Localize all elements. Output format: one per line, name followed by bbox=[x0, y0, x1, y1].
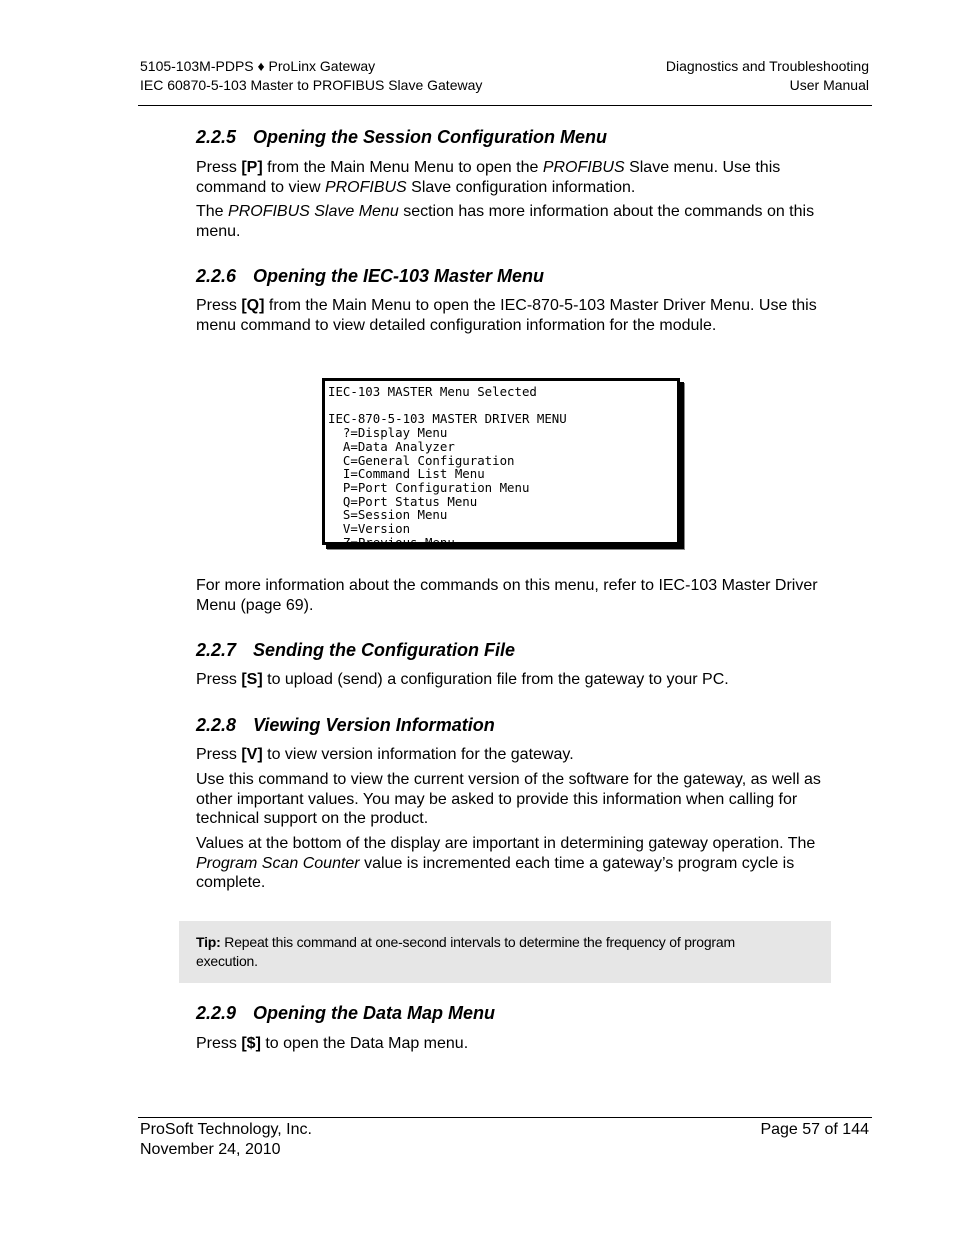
footer-right bbox=[760, 1120, 869, 1140]
tip-text: Repeat this command at one-second intervals to determine the frequency of program execution. bbox=[196, 934, 735, 969]
terminal-line: Q=Port Status Menu bbox=[328, 493, 478, 509]
terminal-screenshot bbox=[322, 378, 680, 550]
paragraph: Press [P] from the Main Menu Menu to open the PROFIBUS Slave menu. Use this command to view PROFIBUS Slave configuration information. bbox=[196, 159, 781, 196]
chapter-title: Diagnostics and Troubleshooting bbox=[665, 58, 869, 74]
header-divider bbox=[138, 105, 872, 106]
terminal-line: Z=Previous Menu bbox=[328, 534, 455, 550]
terminal-line: C=General Configuration bbox=[328, 452, 515, 468]
section-heading: 2.2.9 Opening the Data Map Menu bbox=[196, 1003, 496, 1023]
section-2-2-7 bbox=[196, 639, 826, 661]
terminal-line: A=Data Analyzer bbox=[328, 438, 455, 454]
paragraph: For more information about the commands on this menu, refer to IEC-103 Master Driver Menu (page 69). bbox=[196, 577, 818, 614]
manual-type: User Manual bbox=[789, 77, 869, 93]
tip-label: Tip: bbox=[196, 934, 221, 950]
company-name: ProSoft Technology, Inc. bbox=[140, 1121, 312, 1138]
running-header-left bbox=[140, 57, 482, 95]
footer-divider bbox=[138, 1117, 872, 1118]
terminal-line: P=Port Configuration Menu bbox=[328, 479, 530, 495]
terminal-line: S=Session Menu bbox=[328, 507, 448, 523]
publish-date: November 24, 2010 bbox=[140, 1140, 281, 1158]
terminal-line: ?=Display Menu bbox=[328, 425, 448, 441]
doc-number: 5105-103M-PDPS ♦ ProLinx Gateway bbox=[140, 58, 376, 74]
section-2-2-9 bbox=[196, 1002, 826, 1024]
section-heading: 2.2.8 Viewing Version Information bbox=[196, 715, 495, 735]
paragraph: Press [$] to open the Data Map menu. bbox=[196, 1035, 469, 1052]
terminal-line: IEC-870-5-103 MASTER DRIVER MENU bbox=[328, 411, 567, 427]
doc-subtitle: IEC 60870-5-103 Master to PROFIBUS Slave Gateway bbox=[140, 77, 483, 93]
footer-left bbox=[140, 1120, 312, 1159]
section-heading: 2.2.6 Opening the IEC-103 Master Menu bbox=[196, 266, 545, 286]
section-heading: 2.2.7 Sending the Configuration File bbox=[196, 640, 515, 660]
paragraph: Press [S] to upload (send) a configuration file from the gateway to your PC. bbox=[196, 671, 729, 688]
paragraph: Use this command to view the current version of the software for the gateway, as well as other important values. You may be asked to provide this information when calling for technical support on the product. bbox=[196, 771, 821, 827]
tip-box bbox=[179, 921, 831, 983]
running-header-right bbox=[666, 57, 869, 95]
terminal-line: I=Command List Menu bbox=[328, 466, 485, 482]
paragraph: Values at the bottom of the display are important in determining gateway operation. The Program Scan Counter value is incremented each time a gateway’s program cycle is complete. bbox=[196, 835, 816, 891]
terminal-line: V=Version bbox=[328, 521, 411, 537]
page-number: Page 57 of 144 bbox=[760, 1121, 869, 1138]
terminal-line bbox=[328, 399, 677, 413]
section-2-2-8 bbox=[196, 714, 826, 736]
paragraph: The PROFIBUS Slave Menu section has more information about the commands on this menu. bbox=[196, 203, 815, 240]
paragraph: Press [V] to view version information for the gateway. bbox=[196, 746, 574, 763]
section-2-2-6 bbox=[196, 265, 826, 287]
terminal-line: IEC-103 MASTER Menu Selected bbox=[328, 384, 537, 399]
section-2-2-5 bbox=[196, 126, 826, 148]
section-heading: 2.2.5 Opening the Session Configuration Menu bbox=[196, 127, 607, 147]
paragraph: Press [Q] from the Main Menu to open the IEC-870-5-103 Master Driver Menu. Use this menu command to view detailed configuration information for the module. bbox=[196, 297, 817, 334]
